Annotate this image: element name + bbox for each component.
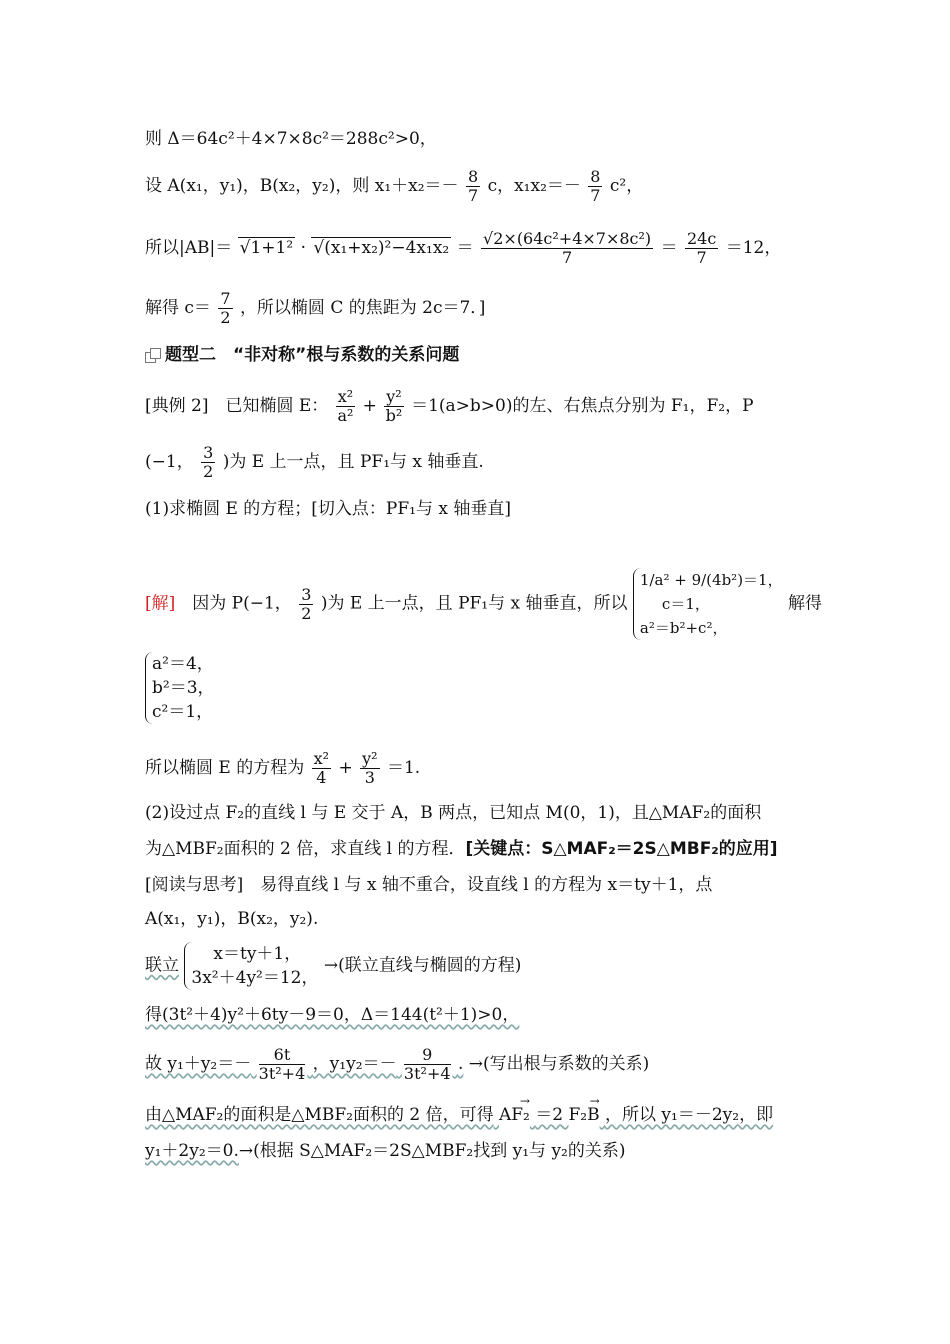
fraction: $\frac{9}{\text{3t²+4}}$ [403,1045,451,1083]
area-ratio-line: 由△MAF₂的面积是△MBF₂面积的 2 倍，可得 AF₂ → ＝2 F₂B → ，所以 y₁＝－2y₂，即 [145,1102,773,1128]
reading-line-1: [阅读与思考] 易得直线 l 与 x 轴不重合，设直线 l 的方程为 x＝ty＋1，点 [145,875,713,895]
vector-f2b: F₂B → [569,1102,600,1128]
line-vieta: 设 A(x₁，y₁)，B(x₂，y₂)，则 x₁＋x₂＝－ $\frac{8}{7}$ c，x₁x₂＝－ $\frac{8}{7}$ c²， [145,167,644,205]
fraction: $\frac{\text{y²}}{3}$ [362,749,378,787]
fraction: $\frac{24c}{7}$ [686,229,717,267]
simultaneous-equations: 联立 x＝ty＋1， 3x²＋4y²＝12， →(联立直线与椭圆的方程) [145,944,522,988]
solution-tag: [解] [145,593,176,614]
line-chord-length: 所以|AB|＝ √1+1² · √(x₁+x₂)²−4x₁x₂ ＝ $\frac{\text{√2×(64c²+4×7×8c²)}}{7}$ ＝ $\frac{24c}{7}$ ＝12， [145,229,782,267]
quadratic-line: 得(3t²＋4)y²＋6ty－9＝0，Δ＝144(t²＋1)>0， [145,1005,520,1025]
line-delta: 则 Δ＝64c²＋4×7×8c²＝288c²>0， [145,129,437,149]
vector-af2: AF₂ → [499,1102,530,1128]
fraction: $\frac{6t}{\text{3t²+4}}$ [258,1045,306,1083]
section-title: 题型二 “非对称”根与系数的关系问题 [145,342,459,368]
vieta-line: 故 y₁＋y₂＝－ $\frac{6t}{\text{3t²+4}}$ ，y₁y₂＝－ $\frac{9}{\text{3t²+4}}$ . →(写出根与系数的关系) [145,1045,650,1083]
fraction: $\frac{3}{2}$ [301,584,312,623]
solution-result [145,652,215,724]
fraction: $\frac{\text{x²}}{\text{a²}}$ [337,387,354,425]
fraction: $\frac{8}{7}$ [590,167,601,205]
example-point: (−1， $\frac{3}{2}$ )为 E 上一点，且 PF₁与 x 轴垂直. [145,443,484,481]
fraction: $\frac{\text{√2×(64c²+4×7×8c²)}}{7}$ [483,229,652,267]
fraction: $\frac{8}{7}$ [467,167,479,205]
question-2-line-1: (2)设过点 F₂的直线 l 与 E 交于 A，B 两点，已知点 M(0，1)，且△MAF₂的面积 [145,803,762,823]
question-1: (1)求椭圆 E 的方程；[切入点：PF₁与 x 轴垂直] [145,499,512,519]
line-focal-distance: 解得 c＝ $\frac{7}{2}$ ，所以椭圆 C 的焦距为 2c＝7．] [145,289,486,327]
equation-system: 1/a² + 9/(4b²)＝1， c＝1， a²＝b²+c²， [633,568,783,640]
result-system: a²＝4， b²＝3， c²＝1， [145,652,215,724]
section-marker-icon [145,348,161,362]
example-statement: [典例 2] 已知椭圆 E： $\frac{\text{x²}}{\text{a²}}$ + $\frac{\text{y²}}{\text{b²}}$ ＝1(a>b>0)的左、右焦点分别为 F₁，F₂，P [145,387,754,425]
fraction: $\frac{7}{2}$ [220,289,231,327]
fraction: $\frac{3}{2}$ [203,443,214,481]
equation-system: x＝ty＋1， 3x²＋4y²＝12， [184,942,318,990]
question-2-line-2: 为△MBF₂面积的 2 倍，求直线 l 的方程．[关键点：S△MAF₂＝2S△MBF₂的应用] [145,839,778,859]
solution-1: [解] 因为 P(−1， $\frac{3}{2}$ )为 E 上一点，且 PF₁与 x 轴垂直，所以 1/a² + 9/(4b²)＝1， c＝1， a²＝b²+c²， 解得 [145,568,822,640]
fraction: $\frac{\text{y²}}{\text{b²}}$ [385,387,403,425]
fraction: $\frac{\text{x²}}{4}$ [313,749,330,787]
reading-line-2: A(x₁，y₁)，B(x₂，y₂). [145,909,319,929]
ellipse-equation: 所以椭圆 E 的方程为 $\frac{\text{x²}}{4}$ + $\frac{\text{y²}}{3}$ ＝1. [145,749,421,787]
relation-line: y₁＋2y₂＝0.→(根据 S△MAF₂＝2S△MBF₂找到 y₁与 y₂的关系) [145,1141,626,1161]
